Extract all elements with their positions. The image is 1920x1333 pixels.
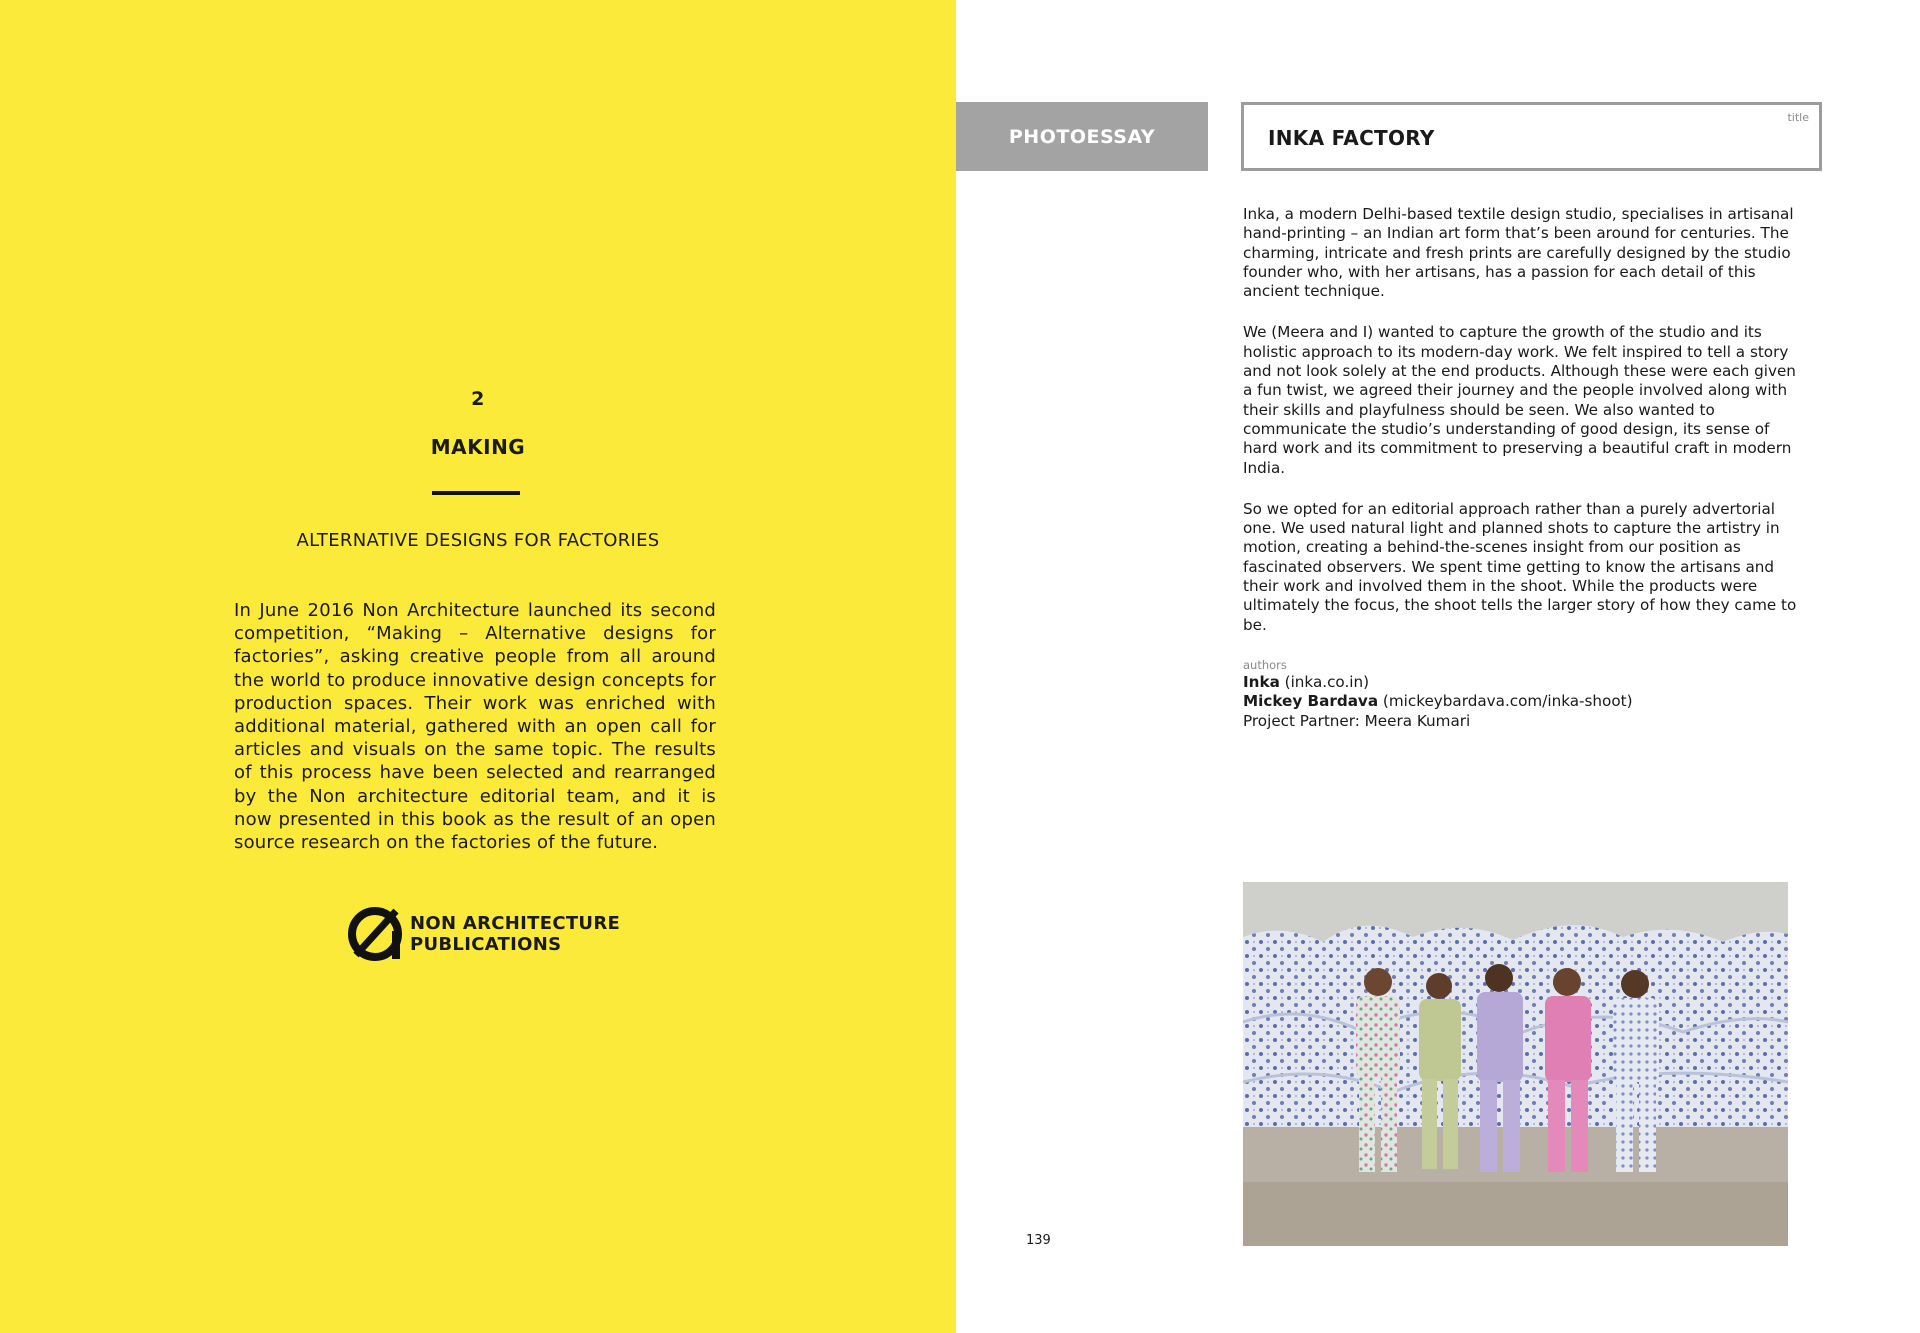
non-architecture-logo-icon [346,905,404,963]
intro-paragraph: In June 2016 Non Architecture launched its second competition, “Making – Alternative designs for factories”, asking creative people from all around the world to produce innovative design concepts for production spaces. Their work was enriched with additional material, gathered with an open call for articles and visuals on the same topic. The results of this process have been selected and rearranged by the Non architecture editorial team, and it is now presented in this book as the result of an open source research on the factories of the future. [234,600,716,854]
publisher-logo [346,904,620,964]
artisans-group-photo [1243,882,1788,1246]
authors-label: authors [1243,658,1287,672]
chapter-subtitle: ALTERNATIVE DESIGNS FOR FACTORIES [296,530,660,551]
author-item [1243,673,1633,692]
article-title: INKA FACTORY [1268,126,1435,150]
page-number: 139 [1026,1233,1051,1248]
author-detail: (inka.co.in) [1284,673,1370,691]
publisher-name [410,913,620,955]
publisher-line-1: NON ARCHITECTURE [410,913,621,934]
section-tag: PHOTOESSAY [956,102,1208,171]
publisher-line-2: PUBLICATIONS [410,934,562,955]
body-paragraph-3: So we opted for an editorial approach rather than a purely advertorial one. We used natural light and planned shots to capture the artistry in motion, creating a behind-the-scenes insight from our position as fascinated observers. We spent time getting to know the artisans and their work and involved them in the shoot. While the products were ultimately the focus, the shoot tells the larger story of how they came to be. [1243,499,1797,634]
chapter-divider [432,491,520,495]
author-detail: (mickeybardava.com/inka-shoot) [1382,692,1633,711]
title-label: title [1787,111,1809,124]
author-name: Mickey Bardava [1243,692,1379,711]
project-partner: Project Partner: Meera Kumari [1243,711,1471,730]
chapter-number: 2 [471,388,485,410]
author-name: Inka [1243,673,1280,691]
left-page [0,0,956,1333]
chapter-title: MAKING [430,435,526,459]
article-body [1243,205,1803,657]
photo-illustration [1243,882,1788,1246]
authors-list [1243,673,1633,731]
author-item [1243,692,1633,711]
body-paragraph-1: Inka, a modern Delhi-based textile design studio, specialises in artisanal hand-printing – an Indian art form that’s been around for centuries. The charming, intricate and fresh prints are carefully designed by the studio founder who, with her artisans, has a passion for each detail of this ancient technique. [1243,205,1794,301]
title-box [1241,102,1822,171]
body-paragraph-2: We (Meera and I) wanted to capture the growth of the studio and its holistic approach to its modern-day work. We felt inspired to tell a story and not look solely at the end products. Although these were each given a fun twist, we agreed their journey and the people involved along with their skills and playfulness should be seen. We also wanted to communicate the studio’s understanding of good design, its sense of hard work and its commitment to preserving a beautiful craft in modern India. [1243,323,1796,477]
